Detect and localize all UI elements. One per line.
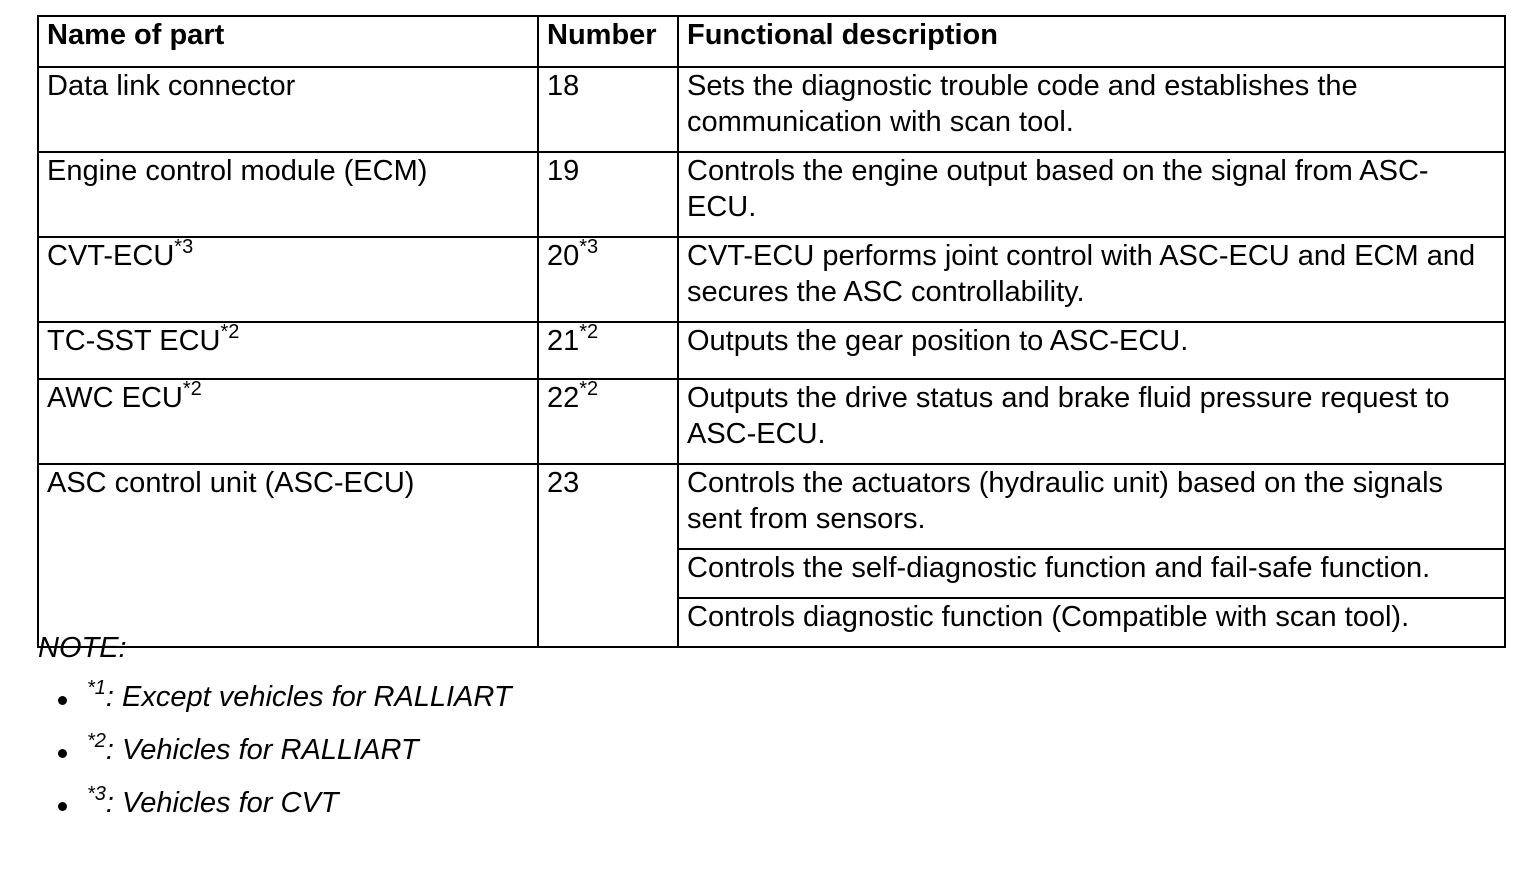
parts-table — [37, 15, 1506, 648]
part-number-cell — [538, 464, 678, 647]
part-number-cell — [538, 237, 678, 322]
part-name-cell — [38, 152, 538, 237]
part-number-cell — [538, 152, 678, 237]
part-description: Outputs the gear position to ASC-ECU. — [678, 322, 1505, 379]
part-description: Outputs the drive status and brake fluid pressure request to ASC-ECU. — [678, 379, 1505, 464]
footnote-marker: *1 — [87, 677, 106, 699]
header-name-of-part: Name of part — [38, 16, 538, 67]
part-number: 19 — [547, 155, 580, 187]
note-title: NOTE: — [38, 632, 127, 664]
part-name-cell — [38, 379, 538, 464]
part-number: 23 — [547, 467, 580, 499]
part-description: Sets the diagnostic trouble code and establishes the communication with scan tool. — [678, 67, 1505, 152]
footnote-text: : Vehicles for CVT — [105, 787, 339, 819]
bullet-icon — [58, 802, 67, 811]
bullet-icon — [58, 696, 67, 705]
part-number-cell — [538, 67, 678, 152]
part-number: 20 — [547, 240, 580, 272]
footnote-text: : Except vehicles for RALLIART — [105, 681, 512, 713]
footnote-text: : Vehicles for RALLIART — [105, 734, 419, 766]
part-name: CVT-ECU — [47, 240, 175, 272]
note-list — [55, 675, 512, 834]
part-description: Controls the self-diagnostic function and fail-safe function. — [678, 549, 1505, 598]
list-item — [55, 675, 512, 728]
part-name-cell — [38, 464, 538, 647]
table-row — [38, 464, 1505, 549]
part-number-footnote: *2 — [579, 321, 599, 343]
part-name-cell — [38, 237, 538, 322]
header-functional-description: Functional description — [678, 16, 1505, 67]
part-name-footnote: *3 — [174, 236, 194, 258]
part-number: 22 — [547, 382, 580, 414]
part-number-footnote: *3 — [579, 236, 599, 258]
bullet-icon — [58, 749, 67, 758]
part-number-footnote: *2 — [579, 378, 599, 400]
table-row — [38, 322, 1505, 379]
part-number: 18 — [547, 70, 580, 102]
part-name-cell — [38, 322, 538, 379]
footnote-marker: *3 — [87, 783, 106, 805]
part-description: Controls diagnostic function (Compatible with scan tool). — [678, 598, 1505, 647]
part-name: TC-SST ECU — [47, 325, 221, 357]
part-name: Engine control module (ECM) — [47, 155, 428, 187]
part-name: Data link connector — [47, 70, 296, 102]
footnote-marker: *2 — [87, 730, 106, 752]
list-item — [55, 728, 512, 781]
header-number: Number — [538, 16, 678, 67]
table-row — [38, 67, 1505, 152]
part-description: CVT-ECU performs joint control with ASC-ECU and ECM and secures the ASC controllability. — [678, 237, 1505, 322]
table-row — [38, 237, 1505, 322]
part-name-cell — [38, 67, 538, 152]
part-number-cell — [538, 379, 678, 464]
table-row — [38, 379, 1505, 464]
part-description: Controls the engine output based on the signal from ASC-ECU. — [678, 152, 1505, 237]
part-name-footnote: *2 — [220, 321, 240, 343]
part-description: Controls the actuators (hydraulic unit) based on the signals sent from sensors. — [678, 464, 1505, 549]
table-header-row — [38, 16, 1505, 67]
table-row — [38, 152, 1505, 237]
part-name: ASC control unit (ASC-ECU) — [47, 467, 415, 499]
part-number: 21 — [547, 325, 580, 357]
list-item — [55, 781, 512, 834]
part-number-cell — [538, 322, 678, 379]
part-name-footnote: *2 — [182, 378, 202, 400]
part-name: AWC ECU — [47, 382, 183, 414]
